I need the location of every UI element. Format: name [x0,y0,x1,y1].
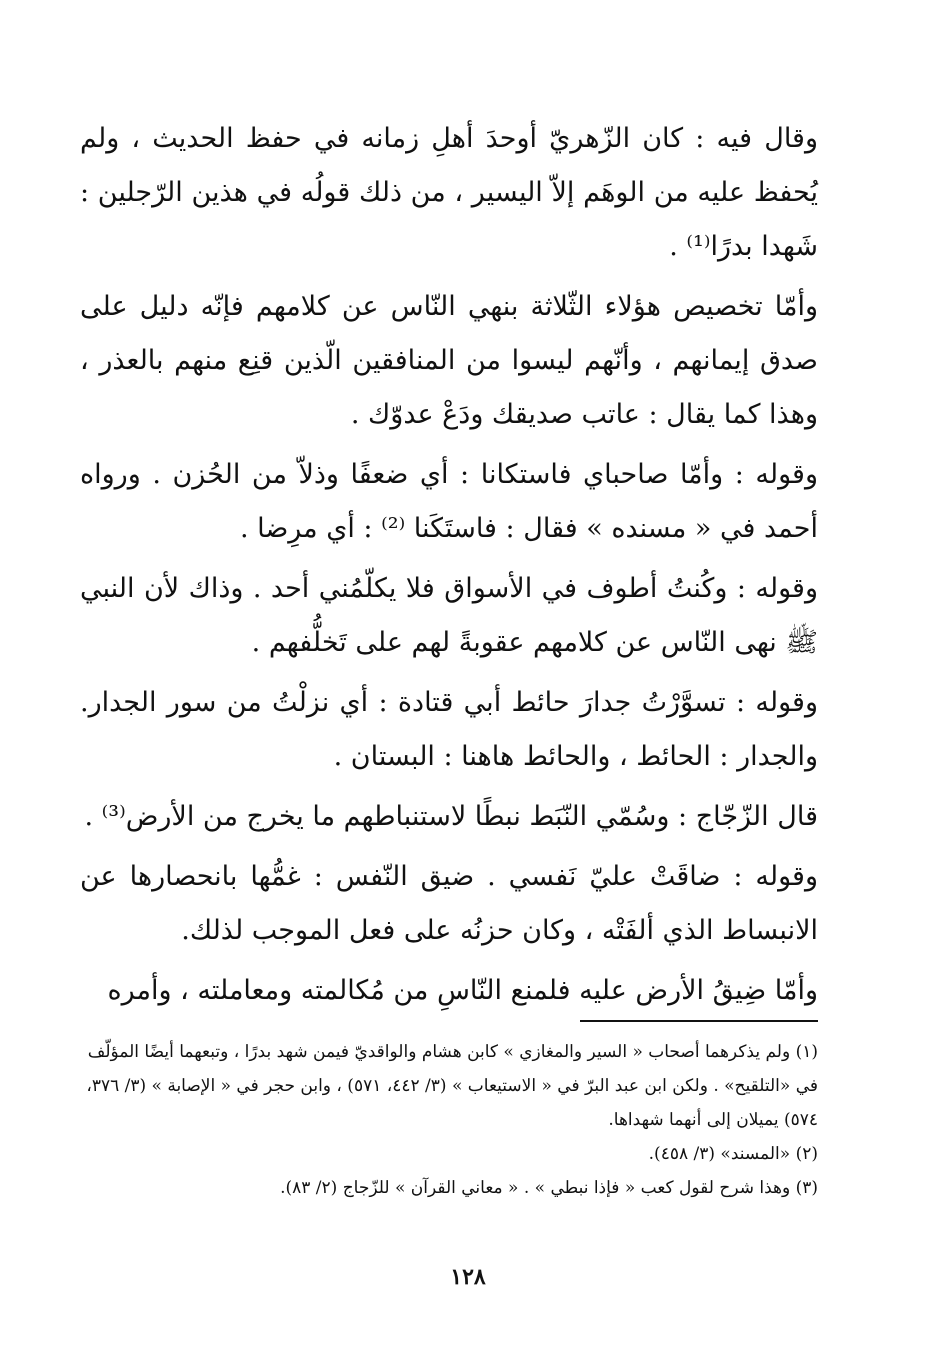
footnote-3: (٣) وهذا شرح لقول كعب « فإذا نبطي » . « معاني القرآن » للزّجاج (٢/ ٨٣). [280,1178,818,1198]
footnote-1: (١) ولم يذكرهما أصحاب « السير والمغازي » كابن هشام والواقديّ فيمن شهد بدرًا ، وتبعهما أيضًا المؤلّف في «التلقيح» . ولكن ابن عبد البرّ في « الاستيعاب » (٣/ ٤٤٢، ٥٧١) ، وابن حجر في « الإصابة » (٣/ ٣٧٦، ٥٧٤) يميلان إلى أنهما شهداها. [86,1042,818,1130]
paragraph-zuhri: وقال فيه : كان الزّهريّ أوحدَ أهلِ زمانه في حفظ الحديث ، ولم يُحفظ عليه من الوهَم إلاّ اليسير ، من ذلك قولُه في هذين الرّجلين : شَهدا بدرًا⁽¹⁾ . [80,123,818,262]
footnote-2: (٢) «المسند» (٣/ ٤٥٨). [648,1144,818,1164]
page-number: ١٢٨ [450,1264,486,1290]
paragraph-aswaq: وقوله : وكُنتُ أطوف في الأسواق فلا يكلّمُني أحد . وذاك لأن النبي ﷺ نهى النّاس عن كلامهم عقوبةً لهم على تَخلُّفهم . [80,573,818,658]
paragraph-tasawwartu: وقوله : تسوَّرْتُ جدارَ حائط أبي قتادة : أي نزلْتُ من سور الجدار. والجدار : الحائط ، والحائط هاهنا : البستان . [80,687,818,772]
paragraph-istakana: وقوله : وأمّا صاحباي فاستكانا : أي ضعفًا وذلاّ من الحُزن . ورواه أحمد في « مسنده » فقال : فاستَكَنا ⁽²⁾ : أي مرِضا . [80,459,818,544]
paragraph-diq-al-ard: وأمّا ضِيقُ الأرض عليه فلمنع النّاسِ من مُكالمته ومعاملته ، وأمره [107,975,818,1006]
footnote-separator [580,1020,818,1022]
paragraph-zajjaj: قال الزّجّاج : وسُمّي النّبَط نبطًا لاستنباطهم ما يخرج من الأرض⁽³⁾ . [84,801,818,832]
paragraph-daqat: وقوله : ضاقَتْ عليّ نَفسي . ضيق النّفس : غمُّها بانحصارها عن الانبساط الذي ألفَتْه ، وكان حزنُه على فعل الموجب لذلك. [80,861,818,946]
paragraph-three-men: وأمّا تخصيص هؤلاء الثّلاثة بنهي النّاس عن كلامهم فإنّه دليل على صدق إيمانهم ، وأنّهم ليسوا من المنافقين الّذين قنِع منهم بالعذر ، وهذا كما يقال : عاتب صديقك ودَعْ عدوّك . [80,291,818,430]
footnotes [80,1035,818,1205]
main-text [80,112,818,1024]
